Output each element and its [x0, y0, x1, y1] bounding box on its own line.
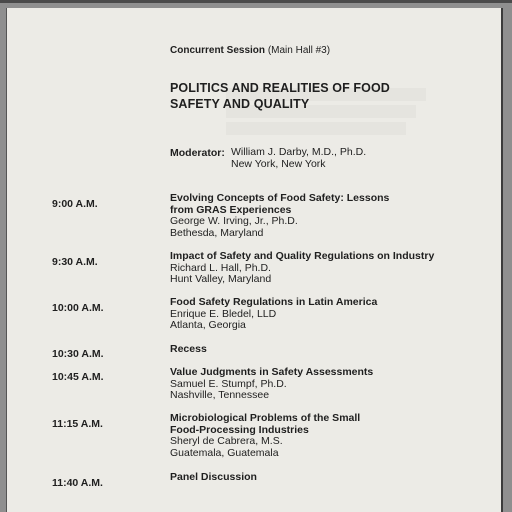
time-slot-1: 9:00 A.M.	[52, 198, 98, 210]
page-title	[170, 80, 390, 112]
talk-title-1a: Evolving Concepts of Food Safety: Lessons	[170, 192, 390, 204]
talk-title-6a: Microbiological Problems of the Small	[170, 412, 361, 424]
place-6: Guatemala, Guatemala	[170, 446, 279, 459]
talk-title-1b: from GRAS Experiences	[170, 203, 292, 216]
title-line-1: POLITICS AND REALITIES OF FOOD	[170, 81, 390, 95]
schedule-item-3	[170, 297, 377, 332]
place-5: Nashville, Tennessee	[170, 389, 270, 401]
session-label: Concurrent Session	[170, 45, 266, 56]
speaker-5: Samuel E. Stumpf, Ph.D.	[170, 377, 287, 390]
speaker-2: Richard L. Hall, Ph.D.	[170, 261, 271, 274]
top-edge-line	[0, 0, 512, 3]
time-slot-6: 11:15 A.M.	[52, 418, 103, 430]
schedule-item-6	[170, 413, 360, 459]
place-1: Bethesda, Maryland	[170, 226, 264, 239]
time-slot-2: 9:30 A.M.	[52, 256, 98, 268]
speaker-3: Enrique E. Bledel, LLD	[170, 307, 277, 320]
moderator-details	[231, 147, 366, 170]
session-location: (Main Hall #3)	[267, 45, 331, 56]
title-line-2: SAFETY AND QUALITY	[170, 97, 310, 111]
moderator-city: New York, New York	[231, 157, 326, 170]
speaker-6: Sheryl de Cabrera, M.S.	[170, 435, 283, 447]
time-slot-5: 10:45 A.M.	[52, 371, 104, 383]
schedule-item-7	[170, 472, 257, 484]
schedule-item-5	[170, 367, 373, 402]
talk-title-2: Impact of Safety and Quality Regulations on Industry	[170, 250, 435, 262]
schedule-item-1	[170, 193, 389, 239]
place-3: Atlanta, Georgia	[170, 319, 246, 331]
time-slot-7: 11:40 A.M.	[52, 477, 103, 489]
session-heading	[170, 45, 330, 56]
speaker-1: George W. Irving, Jr., Ph.D.	[170, 215, 298, 227]
talk-title-3: Food Safety Regulations in Latin America	[170, 296, 378, 308]
moderator-label: Moderator:	[170, 147, 225, 159]
time-slot-4: 10:30 A.M.	[52, 348, 104, 360]
time-slot-3: 10:00 A.M.	[52, 302, 104, 314]
moderator-name: William J. Darby, M.D., Ph.D.	[231, 146, 367, 158]
talk-title-6b: Food-Processing Industries	[170, 423, 309, 436]
talk-title-5: Value Judgments in Safety Assessments	[170, 366, 374, 378]
schedule-item-2	[170, 251, 434, 286]
talk-title-7: Panel Discussion	[170, 471, 257, 483]
talk-title-4: Recess	[170, 343, 207, 355]
place-2: Hunt Valley, Maryland	[170, 273, 272, 285]
schedule-item-4	[170, 344, 207, 356]
